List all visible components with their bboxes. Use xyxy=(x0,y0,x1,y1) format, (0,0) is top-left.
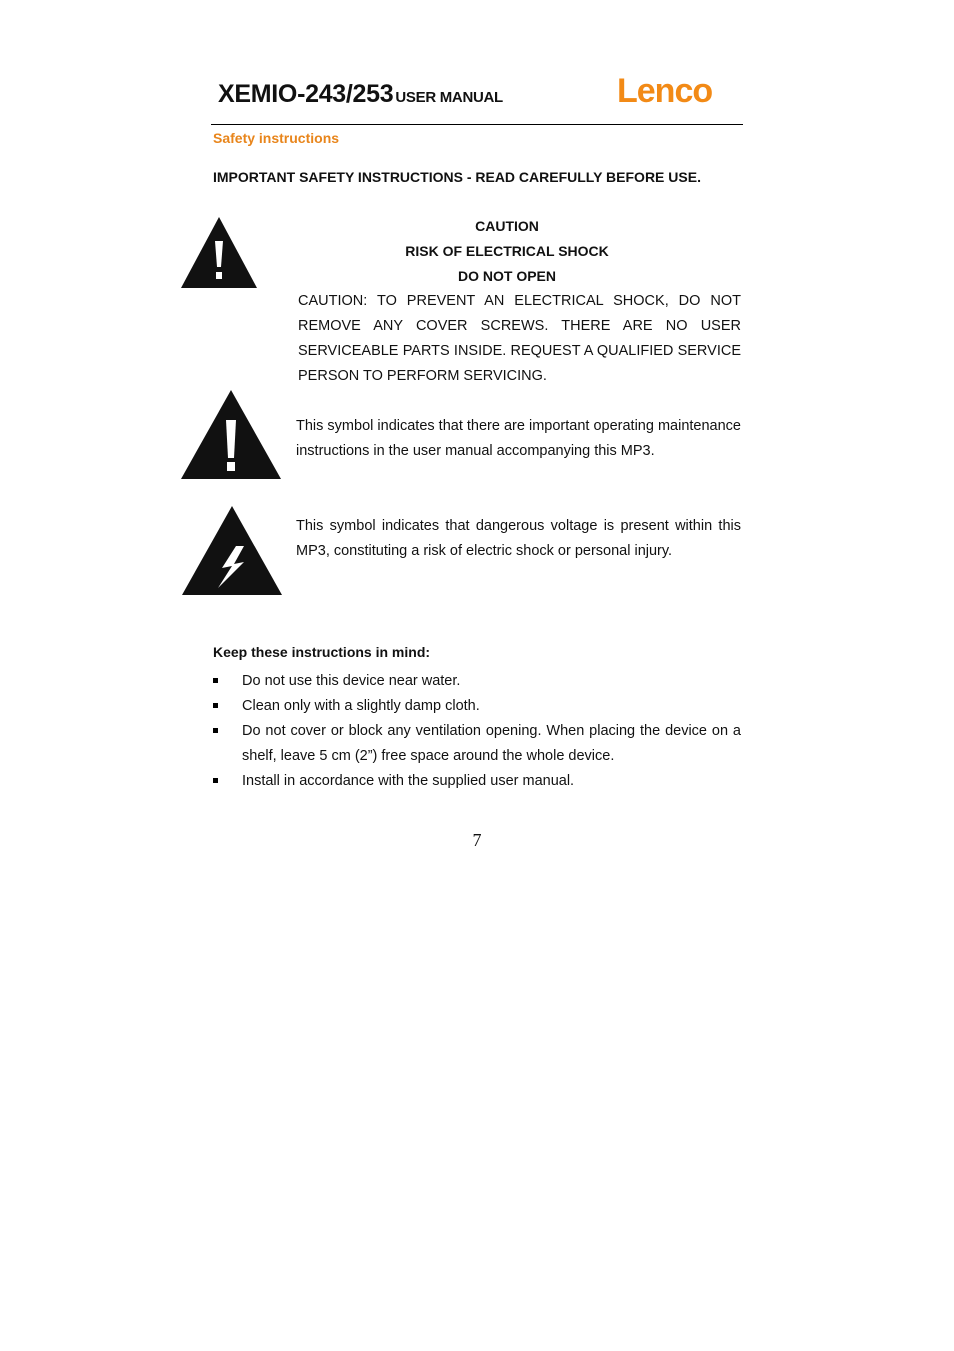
list-item: Do not cover or block any ventilation opening. When placing the device on a shelf, leave 5 cm (2”) free space around the whole device. xyxy=(213,719,741,769)
bullet-marker xyxy=(213,703,218,708)
keep-heading: Keep these instructions in mind: xyxy=(213,644,431,660)
bullet-marker xyxy=(213,678,218,683)
lenco-logo: Lenco xyxy=(617,72,713,110)
exclamation-warning-icon xyxy=(179,388,283,481)
page-number: 7 xyxy=(472,830,482,850)
caution-warning-icon xyxy=(179,215,259,290)
important-heading: IMPORTANT SAFETY INSTRUCTIONS - READ CAREFULLY BEFORE USE. xyxy=(213,169,701,185)
bullet-marker xyxy=(213,778,218,783)
manual-label: USER MANUAL xyxy=(395,89,503,106)
instructions-list xyxy=(213,669,741,794)
list-item: Install in accordance with the supplied user manual. xyxy=(213,769,741,794)
caution-title: CAUTION xyxy=(475,218,539,234)
caution-text: CAUTION: TO PREVENT AN ELECTRICAL SHOCK, DO NOT REMOVE ANY COVER SCREWS. THERE ARE NO USER SERVICEABLE PARTS INSIDE. REQUEST A QUALIFIED SERVICE PERSON TO PERFORM SERVICING. xyxy=(298,293,741,384)
caution-subtitle: RISK OF ELECTRICAL SHOCK xyxy=(405,243,609,259)
voltage-symbol-text: This symbol indicates that dangerous voltage is present within this MP3, constituting a risk of electric shock or personal injury. xyxy=(296,518,741,559)
list-item: Clean only with a slightly damp cloth. xyxy=(213,694,741,719)
caution-do-not-open: DO NOT OPEN xyxy=(457,268,556,284)
bullet-marker xyxy=(213,728,218,733)
exclamation-symbol-text: This symbol indicates that there are important operating maintenance instructions in the user manual accompanying this MP3. xyxy=(296,418,741,459)
list-item: Do not use this device near water. xyxy=(213,669,741,694)
manual-title xyxy=(218,80,503,109)
header-divider xyxy=(211,124,743,125)
section-title: Safety instructions xyxy=(213,130,340,146)
electric-shock-icon xyxy=(180,504,284,597)
model-name: XEMIO-243/253 xyxy=(218,80,394,108)
